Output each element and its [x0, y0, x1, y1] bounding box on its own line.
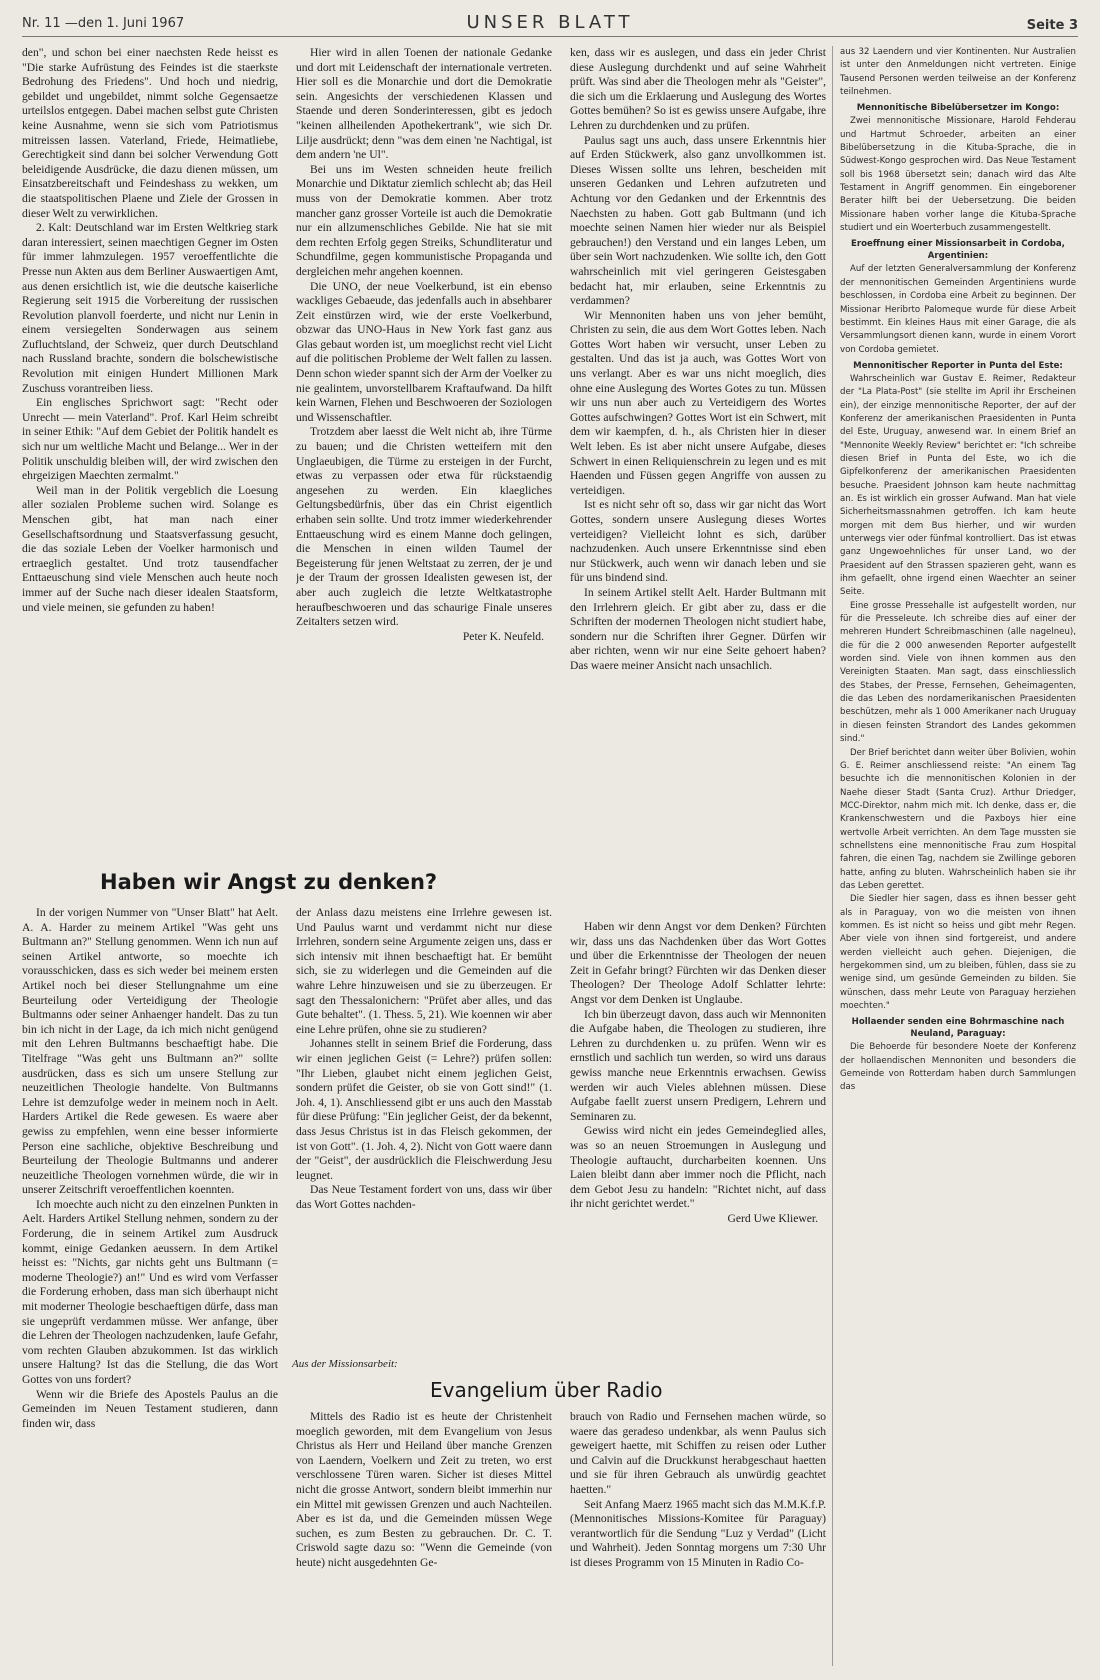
article-column-3: [570, 920, 826, 1340]
paragraph: den", und schon bei einer naechsten Rede heisst es "Die starke Aufrüstung des Feindes ist die staerkste Bedrohung des Friedens". Und hoch und niedrig, gebildet und ungebildet, nimmt solche Gegensaetze urteilslos entgegen. Dabei machen selbst gute Christen keine Ausnahme, wenn sie sich vom Patriotismus mitreissen lassen. Vaterland, Friede, Heimatliebe, Gerechtigkeit sind dann bei solcher Verwendung Gott beleidigende Ausdrücke, die dazu dienen müssen, um Einsatzbereitschaft und Feindeshass zu wekken, um die staatspolitischen Plaene und Ziele der Grossen in dieser Welt zu verwirklichen.: [22, 46, 278, 220]
paragraph: Die UNO, der neue Voelkerbund, ist ein ebenso wackliges Gebaeude, das jedenfalls auch in absehbarer Zeit einstürzen wird, wie der erste Voelkerbund, obzwar das UNO-Haus in New York fast ganz aus Glas gebaut worden ist, um moeglichst recht viel Licht auf die politischen Probleme der Welt fallen zu lassen. Denn schon wieder spannt sich der Arm der Voelker zu nie gealintem, unvorstellbarem Kraftaufwand. Da hilft kein Warnen, Flehen und Beschwoeren der Soziologen und Wissenschaftler.: [296, 279, 552, 424]
paragraph: der Anlass dazu meistens eine Irrlehre gewesen ist. Und Paulus warnt und verdammt nicht nur diese Irrlehren, sondern seine Argumente zeigen uns, dass er sich intensiv mit ihnen beschaeftigt hat. Er bemüht sich, sie zu widerlegen und die Gemeinden auf die wahre Lehre hinzuweisen und sie zu überzeugen. Er sagt den Thessalonichern: "Prüfet aber alles, und das Gute behaltet". (1. Thess. 5, 21). Wie koennen wir aber eine Lehre prüfen, ohne sie zu studieren?: [296, 906, 552, 1036]
news-paragraph: Die Siedler hier sagen, dass es ihnen besser geht als in Paraguay, von wo die meisten von ihnen kommen. Es ist nicht so heiss und gibt mehr Regen. Aber viele von ihnen sind fortgereist, und andere werden vielleicht auch gehen. Diejenigen, die hergekommen sind, um zu bleiben, fühlen, dass sie zu wenige sind, um gesünde Gemeinden zu bilden. Sie wünschen, dass mehr Leute von Paraguay herziehen moechten.": [840, 894, 1076, 1012]
news-sidebar: [840, 46, 1076, 1666]
paragraph: ken, dass wir es auslegen, und dass ein jeder Christ diese Auslegung durchdenkt und auf seine Wahrheit prüft. Was sind aber die Theologen mehr als "Geister", die sich um die Erklaerung und Auslegung des Wortes Gottes bemühen? So ist es gewiss unsere Aufgabe, ihre Lehren zu durchdenken und zu prüfen.: [570, 46, 826, 132]
article-column-1: [296, 1410, 552, 1672]
paragraph: Ich bin überzeugt davon, dass auch wir Mennoniten die Aufgabe haben, die Theologen zu studieren, ihre Lehren zu durchdenken u. zu prüfen. Wenn wir es ernstlich und sachlich tun werden, so wird uns daraus gewiss manche neue Erkenntnis erwachsen. Gewiss werden wir auch Vieles ablehnen müssen. Diese Aufgabe faellt zuerst unsern Predigern, Lehrern und Seminaren zu.: [570, 1007, 826, 1123]
paragraph: Wir Mennoniten haben uns von jeher bemüht, Christen zu sein, die aus dem Wort Gottes leben. Nach Gottes Wort haben wir versucht, unser Leben zu gestalten. Und das ist ja auch, was Gottes Wort von uns verlangt. Aber es war uns nicht moeglich, dies ohne eine Auslegung des Wortes Gotes zu tun. Müssen wir uns nun aber auch zu Verteidigern des Wortes Gottes aufschwingen? Gottes Wort ist ein Schwert, mit dem wir kaempfen, d. h., als Christen hier in dieser Welt leben. Es ist aber nicht unsere Aufgabe, dieses Schwert in einen Reliquienschrein zu legen und es mit Haenden und Füssen gegen Angriffe von aussen zu verteidigen.: [570, 308, 826, 497]
paragraph: In seinem Artikel stellt Aelt. Harder Bultmann mit den Irrlehrern gleich. Er gibt aber zu, dass er die Schriften der modernen Theologen nicht studiert habe, sondern nur die Schriften ihrer Gegner. Dürfen wir aber richten, wenn wir nur eine Seite gehoert haben? Das waere meiner Ansicht nach unsachlich.: [570, 585, 826, 672]
news-paragraph: Die Behoerde für besondere Noete der Konferenz der hollaendischen Mennoniten und besonders die Gemeinde von Rotterdam haben durch Sammlungen das: [840, 1042, 1076, 1093]
paragraph: Wenn wir die Briefe des Apostels Paulus an die Gemeinden im Neuen Testament studieren, dann finden wir, dass: [22, 1387, 278, 1430]
news-paragraph: Auf der letzten Generalversammlung der Konferenz der mennonitischen Gemeinden Argentiniens wurde beschlossen, in Cordoba eine Arbeit zu beginnen. Der Missionar Heribrto Palomeque wurde für diese Arbeit bestimmt. Ein kleines Haus mit einer Garage, die als Versammlungsort dienen kann, wurde in einem Vorort von Cordoba gemietet.: [840, 264, 1076, 355]
paragraph: Trotzdem aber laesst die Welt nicht ab, ihre Türme zu bauen; und die Christen wetteifern mit den Unglaeubigen, die Türme zu ersteigen in der Furcht, etwas zu verpassen oder etwa für rückstaendig angesehen zu werden. Ein klaegliches Geltungsbedürfnis, über das ein Christ eigentlich erhaben sein sollte. Und trotz immer wiederkehrender Enttaeuschung wird es einem Manne doch gelingen, die Menschen in einen wilden Taumel der Begeisterung für jenen Weltstaat zu zerren, der je und je der Traum der grossen Idealisten gewesen ist, der aber auch zugleich die letzte Weltkatastrophe heraufbeschwoeren und das schaurige Finale unseres Zeitalters setzen wird.: [296, 425, 552, 629]
issue-date: Nr. 11 —den 1. Juni 1967: [22, 16, 185, 31]
paragraph: Hier wird in allen Toenen der nationale Gedanke und dort mit Leidenschaft der internationale vertreten. Hier soll es die Monarchie und dort die Demokratie sein. Angesichts der verschiedenen Klassen und Staende und deren Sonderinteressen, gibt es jedoch "keinen allheilenden Apothekertrank", wie sich Dr. Lilje ausdrückt; denn "was dem einen 'ne Nachtigal, ist dem andern 'ne Ul".: [296, 46, 552, 162]
section-kicker: Aus der Missionsarbeit:: [292, 1358, 398, 1370]
article-headline: Evangelium über Radio: [430, 1378, 663, 1402]
news-paragraph: aus 32 Laendern und vier Kontinenten. Nur Australien ist unter den Anmeldungen nicht vertreten. Einige Tausend Personen werden teilweise an der Konferenz teilnehmen.: [840, 47, 1076, 98]
paragraph: Ein englisches Sprichwort sagt: "Recht oder Unrecht — mein Vaterland". Prof. Karl Heim schreibt in seiner Ethik: "Auf dem Gebiet der Politik handelt es sich nur um weltliche Macht und Belange... Wer in der Politik unschuldig bleiben will, der wird zwischen den ehrgeizigen Maechten zermalmt.": [22, 396, 278, 483]
paragraph: Paulus sagt uns auch, dass unsere Erkenntnis hier auf Erden Stückwerk, also ganz unvollkommen ist. Dieses Wissen sollte uns lehren, bescheiden mit unseren Gedanken und Lehren aufzutreten und Achtung vor den Gedanken und der Erkenntnis des Naechsten zu haben. Gott gab Bultmann (und ich moechte seinen Namen hier wieder nur als Beispiel gebrauchen!) den Verstand und ein langes Leben, um über sein Wort nachzudenken. Wie sollte ich, den Gott wahrscheinlich mit viel geringeren Geistesgaben bedacht hat, mir erlauben, seine Erkenntnis zu verdammen?: [570, 133, 826, 308]
paragraph: Johannes stellt in seinem Brief die Forderung, dass wir einen jeglichen Geist (= Lehre?) prüfen sollen: "Ihr Lieben, glaubet nicht einem jeglichen Geist, sondern prüfet die Geister, ob sie von Gott sind!" (1. Joh. 4, 1). Anschliessend gibt er uns auch den Masstab für diese Prüfung: "Ein jeglicher Geist, der da bekennt, dass Jesus Christus ist in das Fleisch gekommen, der ist von Gott". (1. Joh. 4, 2). Nicht von Gott waere dann der "Geist", der ausdrücklich die Fleischwerdung Jesu leugnet.: [296, 1037, 552, 1182]
article-column-2: [296, 906, 552, 1346]
article-column-3: [570, 46, 826, 916]
news-paragraph: Wahrscheinlich war Gustav E. Reimer, Redakteur der "La Plata-Post" (sie stellte im April ihr Erscheinen ein), der einzige mennonitische Reporter, der auf der Konferenz der amerikanischen Praesidenten in Punta del Este, Uruguay, anwesend war. In einem Brief an "Mennonite Weekly Review" berichtet er: "Ich schreibe diesen Brief in Punta del Este, wo ich die Gipfelkonferenz der amerikanischen Praesidenten besuche. Praesident Johnson kam heute nachmittag an. Es ist wirklich ein grosser Aufwand. Man hat viele Sicherheitsmassnahmen getroffen. Ich kam heute morgen mit dem Bus hierher, und wir wurden unterwegs vier oder fünfmal kontrolliert. Das ist etwas ganz Ungewoehnliches für unser Land, wo der Praesident auf den Strassen spazieren geht, wann es ihm gefaellt, ohne irgend einen Waechter an seiner Seite.: [840, 373, 1076, 598]
publication-title: UNSER BLATT: [466, 12, 634, 33]
page-number: Seite 3: [1026, 18, 1078, 33]
paragraph: Haben wir denn Angst vor dem Denken? Fürchten wir, dass uns das Nachdenken über das Wort Gottes und über die Erkenntnisse der Theologen der neuen Zeit in Gefahr bringt? Fürchten wir das Denken dieser Theologen? Der Theologe Adolf Schlatter lehrte: Angst vor dem Denken ist Unglaube.: [570, 920, 826, 1006]
article-column-1: [22, 46, 278, 846]
author-signature: Gerd Uwe Kliewer.: [727, 1211, 818, 1225]
article-headline: Haben wir Angst zu denken?: [100, 870, 438, 894]
paragraph: Das Neue Testament fordert von uns, dass wir über das Wort Gottes nachden-: [296, 1183, 552, 1211]
paragraph: Ist es nicht sehr oft so, dass wir gar nicht das Wort Gottes, sondern unsere Auslegung dieses Wortes verteidigen? Vielleicht lohnt es sich, darüber nachzudenken. Auch unsere Erkenntnisse sind eben nur Stückwerk, auch wenn wir danach leben und sie für uns bindend sind.: [570, 498, 826, 585]
article-column-1: [22, 906, 278, 1672]
paragraph: 2. Kalt: Deutschland war im Ersten Weltkrieg stark daran interessiert, seinen maechtigen Gegner im Osten für immer lahmzulegen. 1957 veroeffentlichte die Presse nun Akten aus dem Berliner Auswaertigen Amt, aus denen ersichtlich ist, wie die deutsche kaiserliche Regierung seit 1915 die Vorbereitung der russischen Revolution planvoll foerderte, und nicht nur Lenin in einem versiegelten Sonderwagen aus seinem Zufluchtsland, der Schweiz, quer durch Deutschland nach Russland brachte, sondern die bolschewistische Revolution mit einigen Hundert Millionen Mark Zuschuss vorantreiben liess.: [22, 221, 278, 395]
column-divider: [832, 46, 833, 1666]
author-signature: Peter K. Neufeld.: [462, 629, 544, 643]
paragraph: Weil man in der Politik vergeblich die Loesung aller sozialen Probleme suchen wird. Solange es Menschen gibt, hat man nach einer Gesellschaftsordnung und Staatsverfassung gesucht, die das soziale Leben der Voelker harmonisch und ertraeglich gestaltet. Und trotz tausendfacher Enttaeuschung sind viele Menschen auch heute noch immer auf der Suche nach dieser idealen Staatsform, und viele meinen, sie gefunden zu haben!: [22, 483, 278, 614]
news-paragraph: Eine grosse Pressehalle ist aufgestellt worden, nur für die Presseleute. Ich schreibe dies auf einer der mehreren Hundert Schreibmaschinen (alle nagelneu), die für die 2 000 anwesenden Reporter aufgestellt worden sind. Viele von ihnen kommen aus den Vereinigten Staaten. Man sagt, dass einschliesslich des Stabes, der Presse, Fernsehen, Geheimagenten, die das Leben des nordamerikanischen Praesidenten beschützen, mehr als 1 000 Amerikaner nach Uruguay in diesen feinsten Strandort des Landes gekommen sind.": [840, 600, 1076, 745]
paragraph: Bei uns im Westen schneiden heute freilich Monarchie und Diktatur ziemlich schlecht ab; das Heil muss von der Demokratie kommen. Aber trotz mancher ganz grosser Vorteile ist auch die Demokratie nur ein allzumenschliches Gebilde. Nie hat sie mit dem rechten Erfolg gegen Streiks, Schundliteratur und Schundfilme, gegen kommunistische Propaganda und dergleichen mehr angehen koennen.: [296, 162, 552, 278]
paragraph: Seit Anfang Maerz 1965 macht sich das M.M.K.f.P. (Mennonitisches Missions-Komitee für Paraguay) verantwortlich für die Sendung "Luz y Verdad" (Licht und Wahrheit). Jeden Sonntag morgens um 7:30 Uhr ist dieses Programm von 15 Minuten in Radio Co-: [570, 1497, 826, 1569]
paragraph: Mittels des Radio ist es heute der Christenheit moeglich geworden, mit dem Evangelium von Jesus Christus als Herr und Heiland über manche Grenzen von Laendern, Voelkern und Zeit zu treten, wo erst verschlossene Türen waren. Sicher ist dieses Mittel nicht die grosse Antwort, sondern bleibt immerhin nur ein Mittel mit gewissen Grenzen und auch Nachteilen. Aber es ist da, und die Gemeinden müssen Wege suchen, es zum Besten zu gebrauchen. Dr. C. T. Criswold sagte dazu so: "Wenn die Gemeinde (von heute) nicht ausgedehnten Ge-: [296, 1410, 552, 1569]
paragraph: In der vorigen Nummer von "Unser Blatt" hat Aelt. A. A. Harder zu meinem Artikel "Was geht uns Bultmann an?" Stellung genommen. Wenn ich nun auf seinen Artikel antworte, so moechte ich vorausschicken, dass es sich weder bei meinem ersten Artikel noch bei dieser Stellungnahme um eine Beurteilung oder Verteidigung der Theologie Bultmanns oder seiner Anhaenger handelt. Das zu tun bin ich nicht in der Lage, da ich mich nicht genügend mit den Lehren Bultmanns beschaeftigt habe. Die Titelfrage "Was geht uns Bultmann an?" sollte ausdrücken, dass es sich um unsere Stellung zur neuzeitlichen Theologie handelte. Von Bultmanns Lehre ist demzufolge weder in meinem noch in Aelt. Harders Artikel die Rede gewesen. Es waere aber gewiss zu empfehlen, wenn eine besser informierte Person eine sachliche, objektive Beschreibung und Beurteilung der Theologie Bultmanns und anderer neuzeitliche Theologen vornehmen würde, die wir in unserer Zeitschrift veroeffentlichen koennten.: [22, 906, 278, 1197]
news-heading: Eroeffnung einer Missionsarbeit in Cordoba, Argentinien:: [851, 239, 1065, 262]
masthead: [22, 14, 1078, 37]
paragraph: brauch von Radio und Fernsehen machen würde, so waere das geradeso undenkbar, als wenn Paulus sich geweigert haette, mit Schiffen zu reisen oder Luther und Calvin auf die Druckkunst herabgeschaut haetten und sie für ihren Gebrauch als unwürdig geachtet haetten.": [570, 1410, 826, 1496]
news-heading: Mennonitische Bibelübersetzer im Kongo:: [856, 103, 1060, 114]
article-column-2: [296, 46, 552, 846]
news-paragraph: Zwei mennonitische Missionare, Harold Fehderau und Hartmut Schroeder, arbeiten an einer Bibelübersetzung in die Kituba-Sprache, die in Südwest-Kongo gesprochen wird. Das Neue Testament soll bis 1968 übersetzt sein; danach wird das Alte Testament in Angriff genommen. Ein eingeborener Berater hilft bei der Uebersetzung. Die beiden Missionare haben vorher lange die Kituba-Sprache studiert und ein Woerterbuch zusammengestellt.: [840, 116, 1076, 234]
news-paragraph: Der Brief berichtet dann weiter über Bolivien, wohin G. E. Reimer anschliessend reiste: "An einem Tag besuchte ich die mennonitischen Kolonien in der Naehe dieser Stadt (Santa Cruz). Arthur Driedger, MCC-Direktor, nahm mich mit. Ich denke, dass er, die Krankenschwestern und die Paxboys hier eine wertvolle Arbeit verrichten. An dem Tage mussten sie schnellstens eine mennonitische Frau zum Hospital fahren, die einen Tag, nachdem sie Zwillinge geboren hatte, anfing zu bluten. Wahrscheinlich haben sie ihr das Leben gerettet.: [840, 747, 1076, 891]
paragraph: Gewiss wird nicht ein jedes Gemeindeglied alles, was so an neuen Stroemungen in Auslegung und Theologie auftaucht, durcharbeiten koennen. Uns Laien bleibt dann aber immer noch die Pflicht, nach dem Gebot Jesu zu handeln: "Richtet nicht, auf dass ihr nicht gerichtet werdet.": [570, 1124, 826, 1211]
paragraph: Ich moechte auch nicht zu den einzelnen Punkten in Aelt. Harders Artikel Stellung nehmen, sondern zu der Forderung, die in seinem Artikel zum Ausdruck kommt, einige Gedanken aeussern. In dem Artikel heisst es: "Nichts, gar nichts geht uns Bultmann (= moderne Theologie?) an!" Und es wird vom Verfasser die Forderung erhoben, dass man sich überhaupt nicht mit moderner Theologie beschaeftigen dürfe, dass man sie ungeprüft verdammen müsse. Wer anfange, über die Lehren der Theologen nachzudenken, laufe Gefahr, vom rechten Glauben abzukommen. Ist das wirklich unsere Haltung? Ist das die Stellung, die das Wort Gottes von uns fordert?: [22, 1197, 278, 1386]
article-column-2: [570, 1410, 826, 1672]
news-heading: Hollaender senden eine Bohrmaschine nach Neuland, Paraguay:: [851, 1017, 1065, 1040]
news-heading: Mennonitischer Reporter in Punta del Este:: [853, 360, 1063, 371]
